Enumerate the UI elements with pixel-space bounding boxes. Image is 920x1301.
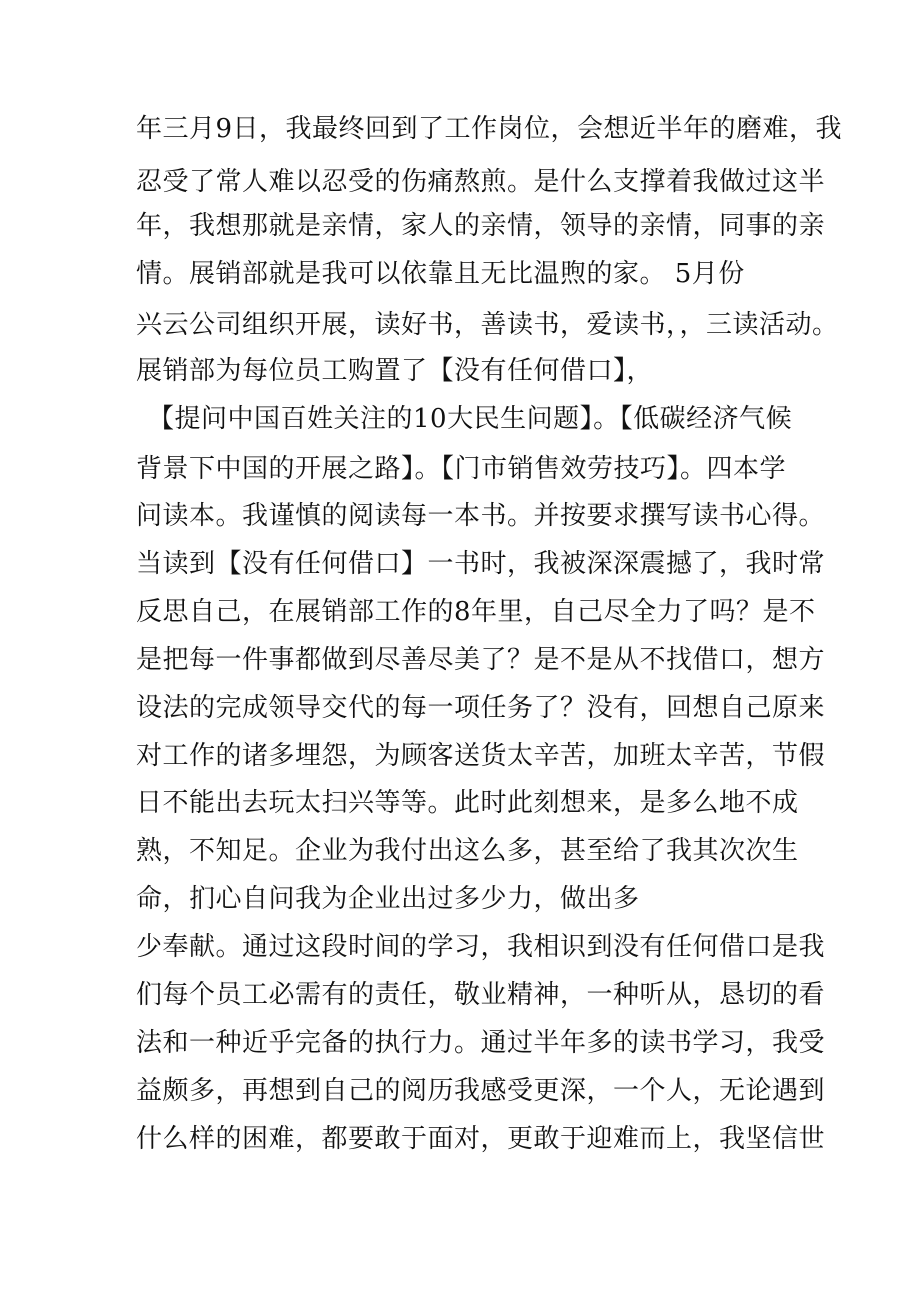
text-line: 益颇多，再想到自己的阅历我感受更深，一个人，无论遇到 (136, 1076, 826, 1106)
text-line: 反思自己，在展销部工作的8年里，自己尽全力了吗？是不 (136, 597, 816, 627)
text-line: 忍受了常人难以忍受的伤痛熬煎。是什么支撑着我做过这半 (136, 167, 826, 197)
text-line: 是把每一件事都做到尽善尽美了？是不是从不找借口，想方 (136, 645, 826, 675)
text-line: 熟，不知足。企业为我付出这么多，甚至给了我其次次生 (136, 836, 799, 866)
text-line: 情。展销部就是我可以依靠且无比温煦的家。 5月份 (136, 259, 745, 289)
text-line: 背景下中国的开展之路】。【门市销售效劳技巧】。四本学 (136, 454, 787, 484)
text-line: 年三月9日，我最终回到了工作岗位，会想近半年的磨难，我 (136, 114, 843, 144)
text-line: 【提问中国百姓关注的10大民生问题】。【低碳经济气候 (148, 404, 793, 434)
text-line: 设法的完成领导交代的每一项任务了？没有，回想自己原来 (136, 693, 826, 723)
text-line: 少奉献。通过这段时间的学习，我相识到没有任何借口是我 (136, 932, 826, 962)
text-line: 法和一种近乎完备的执行力。通过半年多的读书学习，我受 (136, 1028, 826, 1058)
text-line: 问读本。我谨慎的阅读每一本书。并按要求撰写读书心得。 (136, 501, 826, 531)
text-line: 命，扪心自问我为企业出过多少力，做出多 (136, 884, 640, 914)
text-line: 们每个员工必需有的责任，敬业精神，一种听从，恳切的看 (136, 980, 826, 1010)
text-line: 什么样的困难，都要敢于面对，更敢于迎难而上，我坚信世 (136, 1124, 826, 1154)
text-line: 兴云公司组织开展，读好书，善读书，爱读书，，三读活动。 (136, 310, 839, 340)
text-line: 年，我想那就是亲情，家人的亲情，领导的亲情，同事的亲 (136, 211, 826, 241)
text-line: 对工作的诸多埋怨，为顾客送货太辛苦，加班太辛苦，节假 (136, 741, 826, 771)
text-line: 当读到【没有任何借口】一书时，我被深深震撼了，我时常 (136, 549, 826, 579)
text-line: 展销部为每位员工购置了【没有任何借口】， (136, 356, 654, 386)
text-line: 日不能出去玩太扫兴等等。此时此刻想来，是多么地不成 (136, 788, 799, 818)
